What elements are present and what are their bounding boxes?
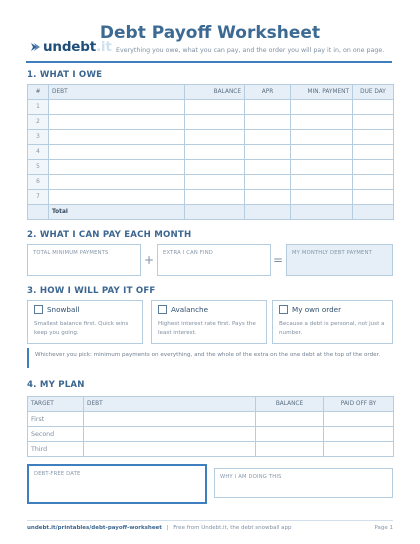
page-number: Page 1: [374, 525, 393, 531]
debts-table-header: [28, 85, 394, 100]
balance-cell[interactable]: [185, 130, 245, 145]
strategy-note-text: Whichever you pick: minimum payments on everything, and the whole of the extra on the one debt at the top of the order.: [35, 352, 381, 358]
apr-cell[interactable]: [245, 130, 291, 145]
extra-i-can-find-label: EXTRA I CAN FIND: [163, 250, 213, 256]
my-own-order-title: My own order: [292, 305, 342, 314]
paid-off-by-cell[interactable]: [324, 427, 394, 442]
min-payment-cell[interactable]: [291, 115, 353, 130]
total-due-day-cell: [353, 205, 394, 220]
min-payment-cell[interactable]: [291, 100, 353, 115]
debt-cell[interactable]: [49, 100, 185, 115]
snowball-checkbox[interactable]: [34, 305, 43, 314]
option-my-own-order[interactable]: [272, 300, 393, 344]
why-i-am-doing-this-label: WHY I AM DOING THIS: [220, 474, 282, 480]
page-title: Debt Payoff Worksheet: [99, 23, 321, 43]
my-own-order-description: Because a debt is personal, not just a number.: [279, 321, 385, 336]
row-number: 3: [28, 130, 49, 145]
col-balance: BALANCE: [185, 85, 245, 100]
avalanche-title: Avalanche: [171, 305, 209, 314]
debt-free-date-box[interactable]: [27, 464, 207, 504]
row-number: 1: [28, 100, 49, 115]
total-row-blank: [28, 205, 49, 220]
footer-source: [27, 525, 292, 531]
table-row: [28, 145, 394, 160]
min-payment-cell[interactable]: [291, 190, 353, 205]
footer-divider: [27, 520, 393, 521]
due-day-cell[interactable]: [353, 130, 394, 145]
section-1-heading: 1. WHAT I OWE: [27, 70, 103, 80]
apr-cell[interactable]: [245, 175, 291, 190]
total-minimum-payments-label: TOTAL MINIMUM PAYMENTS: [33, 250, 109, 256]
table-row: [28, 190, 394, 205]
col-due-day: DUE DAY: [353, 85, 394, 100]
option-snowball[interactable]: [27, 300, 143, 344]
debt-cell[interactable]: [49, 190, 185, 205]
balance-cell[interactable]: [185, 160, 245, 175]
min-payment-cell[interactable]: [291, 145, 353, 160]
apr-cell[interactable]: [245, 145, 291, 160]
target-label: Second: [28, 427, 84, 442]
footer-separator: |: [166, 525, 169, 531]
balance-cell[interactable]: [185, 100, 245, 115]
plan-debt-cell[interactable]: [84, 412, 256, 427]
row-number: 4: [28, 145, 49, 160]
col-debt: DEBT: [49, 85, 185, 100]
due-day-cell[interactable]: [353, 160, 394, 175]
due-day-cell[interactable]: [353, 190, 394, 205]
section-4-heading: 4. MY PLAN: [27, 380, 85, 390]
equals-sign: =: [273, 253, 284, 267]
page-subtitle: Everything you owe, what you can pay, and the order you will pay it in, on one page.: [116, 47, 385, 54]
avalanche-description: Highest interest rate first. Pays the least interest.: [158, 321, 256, 336]
total-apr-cell: [245, 205, 291, 220]
plan-balance-cell[interactable]: [256, 442, 324, 457]
table-row: [28, 160, 394, 175]
col-plan-debt: DEBT: [84, 397, 256, 412]
apr-cell[interactable]: [245, 160, 291, 175]
plan-table: [27, 396, 394, 457]
table-row: [28, 175, 394, 190]
apr-cell[interactable]: [245, 190, 291, 205]
monthly-debt-payment-label: MY MONTHLY DEBT PAYMENT: [292, 250, 372, 256]
total-min-payment-cell[interactable]: [291, 205, 353, 220]
due-day-cell[interactable]: [353, 145, 394, 160]
plan-balance-cell[interactable]: [256, 427, 324, 442]
debt-cell[interactable]: [49, 130, 185, 145]
min-payment-cell[interactable]: [291, 175, 353, 190]
col-target: TARGET: [28, 397, 84, 412]
debt-free-date-label: DEBT-FREE DATE: [34, 471, 81, 477]
debts-table: [27, 84, 394, 220]
plan-debt-cell[interactable]: [84, 442, 256, 457]
total-label: Total: [49, 205, 185, 220]
table-row: [28, 442, 394, 457]
debt-cell[interactable]: [49, 175, 185, 190]
balance-cell[interactable]: [185, 190, 245, 205]
table-row: [28, 115, 394, 130]
logo-tld: .it: [95, 39, 112, 55]
snowball-description: Smallest balance first. Quick wins keep you going.: [34, 321, 129, 336]
plus-sign: +: [144, 253, 155, 267]
section-2-heading: 2. WHAT I CAN PAY EACH MONTH: [27, 230, 192, 240]
balance-cell[interactable]: [185, 175, 245, 190]
my-own-order-checkbox[interactable]: [279, 305, 288, 314]
strategy-note: [27, 348, 395, 368]
apr-cell[interactable]: [245, 100, 291, 115]
min-payment-cell[interactable]: [291, 130, 353, 145]
total-balance-cell[interactable]: [185, 205, 245, 220]
total-row: [28, 205, 394, 220]
logo-main: undebt: [43, 39, 96, 55]
row-number: 7: [28, 190, 49, 205]
table-row: [28, 427, 394, 442]
debt-cell[interactable]: [49, 145, 185, 160]
col-number: #: [28, 85, 49, 100]
plan-debt-cell[interactable]: [84, 427, 256, 442]
row-number: 6: [28, 175, 49, 190]
snowball-title: Snowball: [47, 305, 80, 314]
paid-off-by-cell[interactable]: [324, 442, 394, 457]
col-paid-off-by: PAID OFF BY: [324, 397, 394, 412]
due-day-cell[interactable]: [353, 115, 394, 130]
why-i-am-doing-this-box[interactable]: [214, 468, 393, 498]
avalanche-checkbox[interactable]: [158, 305, 167, 314]
monthly-debt-payment-box[interactable]: [286, 244, 393, 276]
footer-note: Free from Undebt.it, the debt snowball app: [173, 525, 292, 531]
balance-cell[interactable]: [185, 115, 245, 130]
plan-balance-cell[interactable]: [256, 412, 324, 427]
total-minimum-payments-box[interactable]: [27, 244, 141, 276]
due-day-cell[interactable]: [353, 100, 394, 115]
target-label: Third: [28, 442, 84, 457]
paid-off-by-cell[interactable]: [324, 412, 394, 427]
apr-cell[interactable]: [245, 115, 291, 130]
table-row: [28, 130, 394, 145]
col-apr: APR: [245, 85, 291, 100]
row-number: 5: [28, 160, 49, 175]
option-avalanche[interactable]: [151, 300, 267, 344]
due-day-cell[interactable]: [353, 175, 394, 190]
row-number: 2: [28, 115, 49, 130]
extra-i-can-find-box[interactable]: [157, 244, 271, 276]
table-row: [28, 412, 394, 427]
header-divider: [26, 61, 392, 63]
balance-cell[interactable]: [185, 145, 245, 160]
section-3-heading: 3. HOW I WILL PAY IT OFF: [27, 286, 156, 296]
debt-cell[interactable]: [49, 115, 185, 130]
footer-url[interactable]: undebt.it/printables/debt-payoff-worksheet: [27, 525, 162, 531]
table-row: [28, 100, 394, 115]
col-min-payment: MIN. PAYMENT: [291, 85, 353, 100]
min-payment-cell[interactable]: [291, 160, 353, 175]
col-plan-balance: BALANCE: [256, 397, 324, 412]
target-label: First: [28, 412, 84, 427]
debt-cell[interactable]: [49, 160, 185, 175]
plan-table-header: [28, 397, 394, 412]
